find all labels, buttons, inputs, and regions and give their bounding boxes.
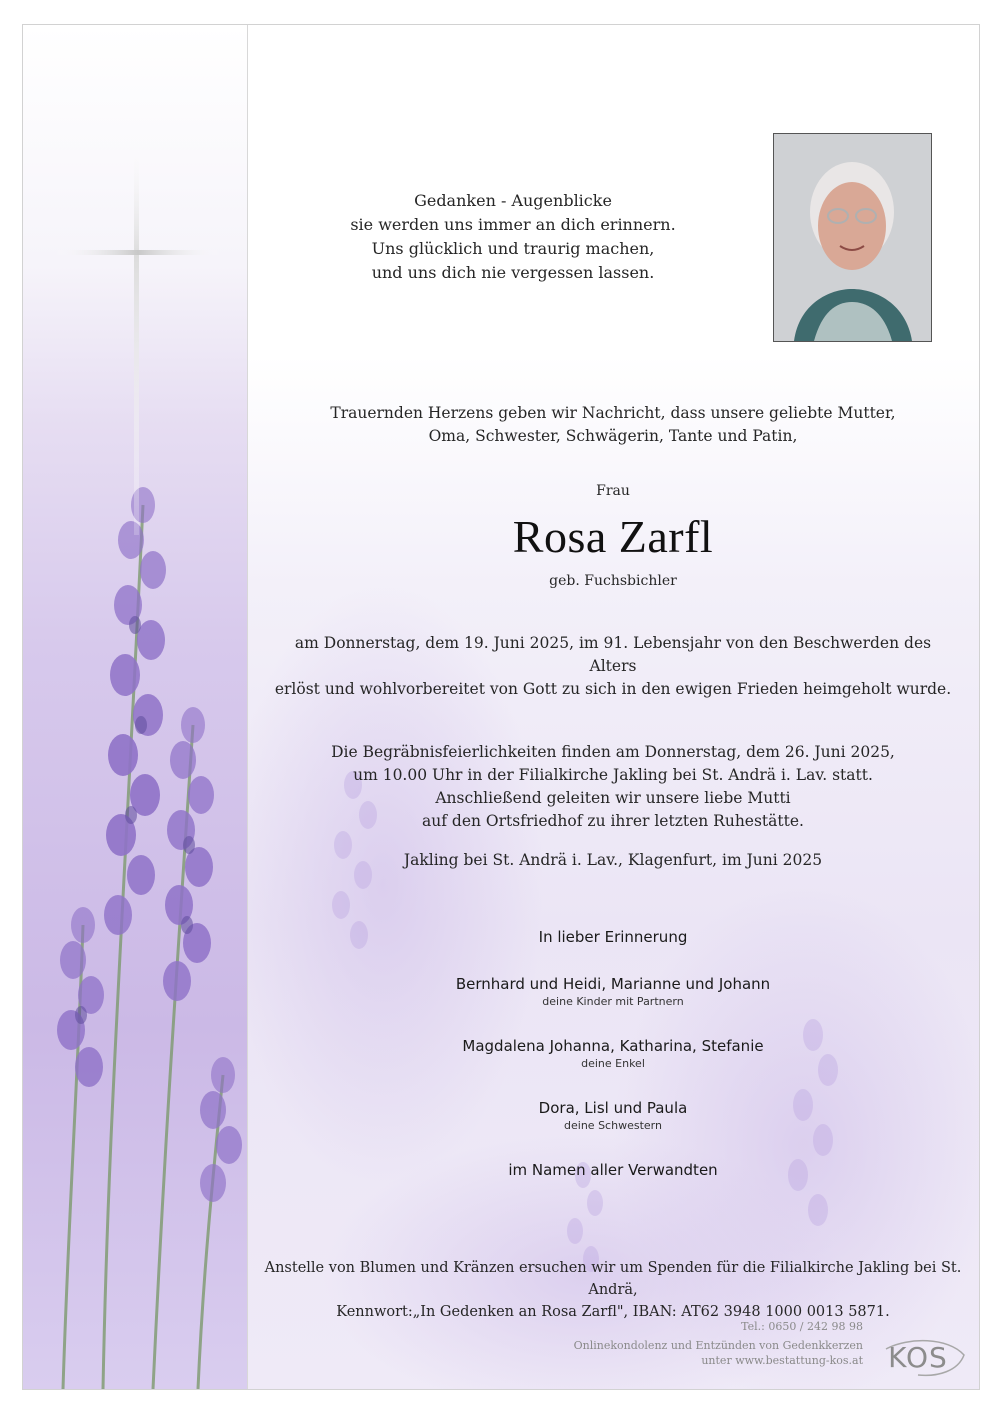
footer-contact — [543, 1319, 863, 1368]
condolence-link[interactable]: Onlinekondolenz und Entzünden von Gedenkkerzen unter www.bestattung-kos.at — [573, 1339, 863, 1367]
death-notice-line: am Donnerstag, dem 19. Juni 2025, im 91. Lebensjahr von den Beschwerden des Alters — [294, 634, 932, 675]
intro-line: Oma, Schwester, Schwägerin, Tante und Patin, — [428, 427, 798, 445]
death-notice — [273, 632, 953, 701]
salutation: Frau — [596, 483, 630, 499]
mourners-list — [403, 927, 823, 1180]
memorial-poem — [303, 189, 723, 285]
funeral-line: Die Begräbnisfeierlichkeiten finden am Donnerstag, dem 26. Juni 2025, — [331, 743, 895, 761]
closing-line: im Namen aller Verwandten — [508, 1161, 718, 1179]
birth-name: geb. Fuchsbichler — [549, 573, 677, 589]
logo-text: KOS — [888, 1341, 948, 1374]
obituary-card — [22, 24, 980, 1390]
funeral-line: auf den Ortsfriedhof zu ihrer letzten Ruhestätte. — [422, 812, 804, 830]
cross-icon — [53, 135, 223, 535]
intro-line: Trauernden Herzens geben wir Nachricht, dass unsere geliebte Mutter, — [330, 404, 896, 422]
place-and-date: Jakling bei St. Andrä i. Lav., Klagenfurt, im Juni 2025 — [403, 851, 823, 869]
portrait-photo — [773, 133, 932, 342]
mourner-relation: deine Kinder mit Partnern — [542, 995, 684, 1008]
poem-line: Gedanken - Augenblicke — [414, 191, 612, 210]
announcement-intro — [303, 402, 923, 448]
death-notice-line: erlöst und wohlvorbereitet von Gott zu sich in den ewigen Frieden heimgeholt wurde. — [274, 680, 952, 698]
funeral-details — [303, 741, 923, 833]
kos-logo — [878, 1335, 968, 1379]
mourner-names: Dora, Lisl und Paula — [538, 1099, 688, 1117]
poem-line: und uns dich nie vergessen lassen. — [371, 263, 655, 282]
panel-divider — [247, 25, 248, 1389]
deceased-name: Rosa Zarfl — [512, 511, 714, 562]
mourner-names: Magdalena Johanna, Katharina, Stefanie — [462, 1037, 764, 1055]
donation-line: Anstelle von Blumen und Kränzen ersuchen wir um Spenden für die Filialkirche Jakling bei St. Andrä, — [264, 1260, 962, 1298]
poem-line: sie werden uns immer an dich erinnern. — [350, 215, 676, 234]
poem-line: Uns glücklich und traurig machen, — [371, 239, 655, 258]
donation-request — [253, 1257, 973, 1323]
funeral-line: um 10.00 Uhr in der Filialkirche Jakling bei St. Andrä i. Lav. statt. — [353, 766, 873, 784]
mourner-names: Bernhard und Heidi, Marianne und Johann — [455, 975, 771, 993]
funeral-line: Anschließend geleiten wir unsere liebe Mutti — [435, 789, 791, 807]
phone-number: Tel.: 0650 / 242 98 98 — [741, 1320, 863, 1333]
mourner-relation: deine Enkel — [581, 1057, 645, 1070]
memory-heading: In lieber Erinnerung — [538, 928, 688, 946]
mourner-relation: deine Schwestern — [564, 1119, 662, 1132]
donation-line: Kennwort:„In Gedenken an Rosa Zarfl", IBAN: AT62 3948 1000 0013 5871. — [336, 1304, 890, 1320]
